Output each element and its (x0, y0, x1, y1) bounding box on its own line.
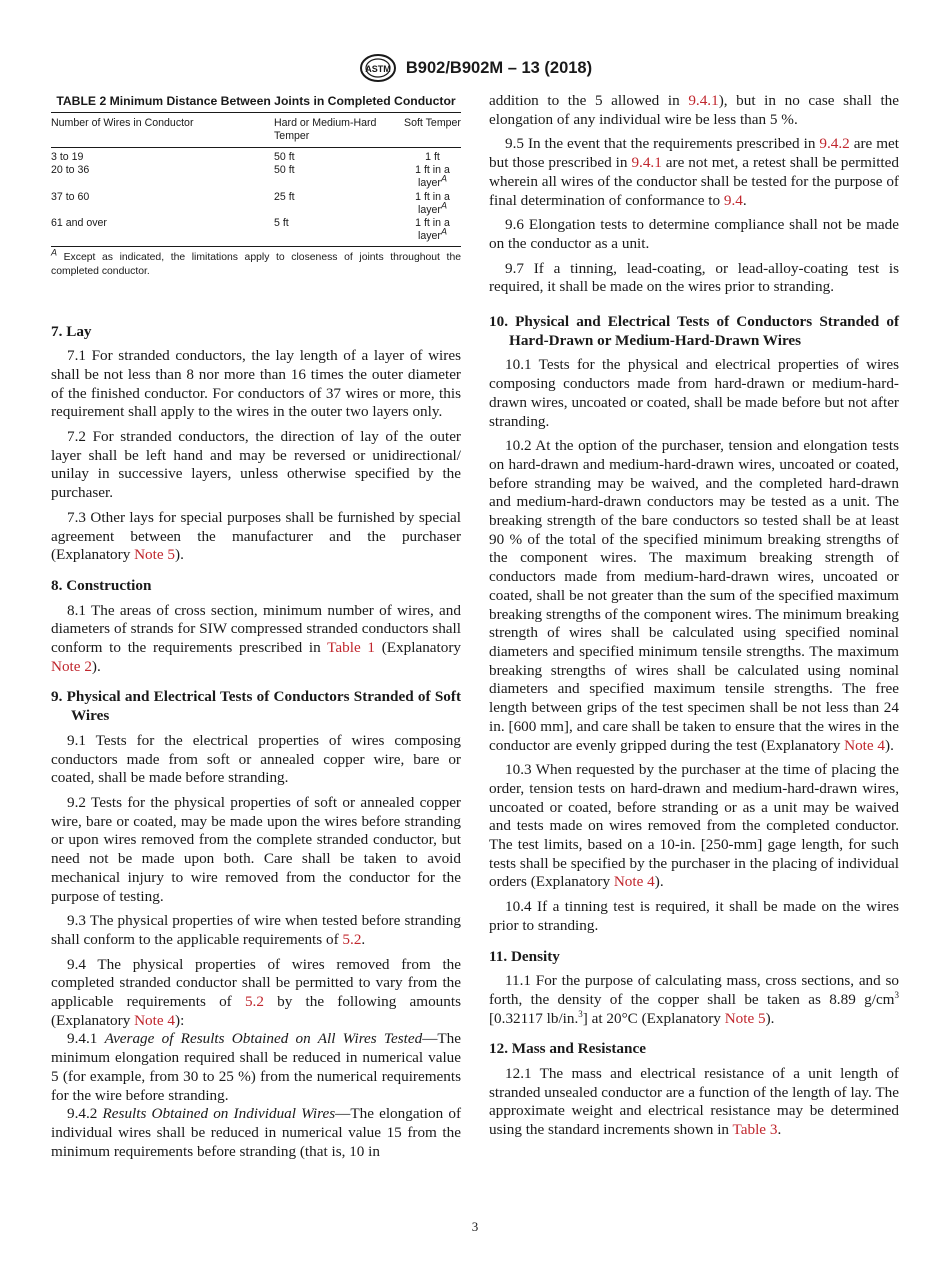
table-cell: 1 ft in a layer$^A$ (415, 164, 450, 190)
table-cell: 1 ft (425, 150, 440, 163)
note-4-link[interactable]: Note 4 (134, 1011, 176, 1029)
section-9-4-1-link[interactable]: 9.4.1 (688, 92, 719, 109)
footnote-ref: A (440, 173, 447, 184)
paragraph-7-1: 7.1 For stranded conductors, the lay length of a layer of wires shall be not less than 8 nor more than 16 times the outer diameter of the finished conductor. For conductors of 37 wires or more, this requirement shall apply to the wires in the outer two layers only. (51, 347, 461, 421)
note-5-link[interactable]: Note 5 (134, 546, 176, 564)
section-8-heading: 8. Construction (51, 576, 152, 594)
paragraph-9-3: 9.3 The physical properties of wire when tested before stranding shall conform to the applicable requirements of 5.2. (51, 912, 461, 948)
astm-logo-text: ASTM (365, 64, 391, 74)
section-9-4-2-link[interactable]: 9.4.2 (819, 135, 850, 153)
astm-logo (358, 53, 398, 83)
table-footnote: $^A$ Except as indicated, the limitations apply to closeness of joints throughout the completed conductor. (51, 247, 461, 277)
table-2-title: TABLE 2 Minimum Distance Between Joints in Completed Conductor (56, 94, 456, 108)
table-cell: 25 ft (274, 190, 295, 203)
table-cell: 61 and over (51, 217, 274, 247)
table-cell: 37 to 60 (51, 190, 90, 203)
table-cell: 50 ft (274, 150, 295, 163)
paragraph-9-2: 9.2 Tests for the physical properties of soft or annealed copper wire, bare or coated, may be made upon the wires before stranding or upon wires removed from the complete stranded conductor, but need not be made upon both. Care shall be taken to avoid mechanical injury to wire removed from the conductor for the purpose of testing. (51, 793, 461, 905)
document-designation: B902/B902M – 13 (2018) (405, 58, 593, 77)
table-row (51, 217, 461, 247)
paragraph-9-4-2-continued: addition to the 5 allowed in 9.4.1), but in no case shall the elongation of any individual wire be less than 5 %. (489, 92, 899, 128)
paragraph-10-4: 10.4 If a tinning test is required, it shall be made on the wires prior to stranding. (489, 898, 899, 934)
paragraph-12-1: 12.1 The mass and electrical resistance of a unit length of stranded unsealed conductor are a function of the length of lay. The approximate weight and electrical resistance may be determined using the standard increments shown in Table 3. (489, 1065, 899, 1139)
table-cell: 1 ft in a layer$^A$ (415, 190, 450, 216)
right-column (489, 92, 899, 1146)
table-row (51, 147, 461, 164)
page-number: 3 (471, 1219, 479, 1234)
note-2-link[interactable]: Note 2 (51, 657, 92, 675)
paragraph-9-1: 9.1 Tests for the electrical properties of wires composing conductors made from soft or annealed copper wire, bare or coated, shall be made before stranding. (51, 731, 461, 787)
section-11-heading: 11. Density (489, 947, 560, 965)
table-header-wires: Number of Wires in Conductor (51, 112, 274, 147)
section-5-2-link[interactable]: 5.2 (244, 993, 264, 1011)
table-cell: 50 ft (274, 164, 295, 177)
section-10-heading: 10. Physical and Electrical Tests of Conductors Stranded of Hard-Drawn or Medium-Hard-Drawn Wires (489, 313, 899, 349)
paragraph-11-1: 11.1 For the purpose of calculating mass, cross sections, and so forth, the density of the copper shall be taken as 8.89 $g/cm^3$ [0.32117 lb/in.$^3$] at 20°C (Explanatory Note 5). (489, 972, 899, 1027)
section-9-4-1-link[interactable]: 9.4.1 (631, 154, 662, 172)
paragraph-9-7: 9.7 If a tinning, lead-coating, or lead-alloy-coating test is required, it shall be made on the wires prior to stranding. (489, 259, 899, 296)
paragraph-9-4-2: 9.4.2 Results Obtained on Individual Wires—The elongation of individual wires shall be reduced in numerical value 15 from the minimum requirements before stranding (that is, 10 in (51, 1105, 462, 1160)
paragraph-9-5: 9.5 In the event that the requirements prescribed in 9.4.2 are met but those prescribed in 9.4.1 are not met, a retest shall be permitted wherein all wires of the conductor shall be tested for the purpose of final determination of conformance to 9.4. (489, 135, 899, 209)
note-5-link[interactable]: Note 5 (724, 1009, 766, 1027)
section-9-heading: 9. Physical and Electrical Tests of Conductors Stranded of Soft Wires (51, 688, 461, 725)
paragraph-10-1: 10.1 Tests for the physical and electrical properties of wires composing conductors made from hard-drawn or medium-hard-drawn wires, uncoated or coated, shall be made before but not after stranding. (489, 356, 899, 430)
table-row (51, 191, 461, 217)
paragraph-10-3: 10.3 When requested by the purchaser at the time of placing the order, tension tests on hard-drawn and medium-hard-drawn wires, uncoated or coated, before stranding or as a unit may be waived and tests made on wires removed from the completed conductor. The test limits, based on a 10-in. [250-mm] gage length, for such tests shall be specified by the purchaser in the placing of individual orders (Explanatory Note 4). (489, 761, 899, 891)
paragraph-10-2: 10.2 At the option of the purchaser, tension and elongation tests on hard-drawn and medium-hard-drawn wires, uncoated or coated, before stranding may be waived, and the completed hard-drawn and medium-hard-drawn conductors may be tested as a unit. The breaking strength of the bare conductors so tested shall be at least 90 % of the total of the specified minimum breaking strengths of the component wires. The maximum breaking strength of conductors made from medium-hard-drawn wires, uncoated or coated, shall be not greater than the sum of the specified maximum breaking strengths of the component wires. The minimum breaking strength of wires shall be calculated using specified nominal diameters and specified minimum tensile strengths. The maximum breaking strengths of wires shall be calculated using nominal diameters and specified maximum tensile strengths. The free length between grips of the test specimen shall be not less than 24 in. [600 mm], and care shall be taken to ensure that the wires in the conductor are evenly gripped during the test (Explanatory Note 4). (489, 437, 899, 754)
footnote-ref: A (440, 200, 447, 211)
section-9-4-link[interactable]: 9.4 (723, 191, 743, 209)
section-5-2-link[interactable]: 5.2 (342, 930, 362, 948)
table-2 (51, 112, 461, 248)
paragraph-9-6: 9.6 Elongation tests to determine compliance shall not be made on the conductor as a unit. (489, 216, 899, 252)
left-column (51, 92, 461, 1167)
page-header (0, 53, 950, 88)
table-cell: 5 ft (274, 217, 404, 247)
paragraph-9-4: 9.4 The physical properties of wires removed from the completed stranded conductor shall be permitted to vary from the applicable requirements of 5.2 by the following amounts (Explanatory Note 4): (51, 955, 461, 1029)
paragraph-8-1: 8.1 The areas of cross section, minimum number of wires, and diameters of strands for SIW compressed stranded conductors shall conform to the requirements prescribed in Table 1 (Explanatory Note 2). (51, 601, 461, 675)
section-12-heading: 12. Mass and Resistance (489, 1040, 646, 1058)
table-cell: 1 ft in a layer$^A$ (404, 217, 461, 247)
note-4-link[interactable]: Note 4 (613, 873, 655, 891)
section-7-heading: 7. Lay (51, 322, 92, 340)
paragraph-9-4-1: 9.4.1 Average of Results Obtained on All Wires Tested—The minimum elongation required shall be reduced in numerical value 5 (for example, from 30 to 25 %) from the numerical requirements for the wire before stranding. (51, 1030, 462, 1104)
table-3-link[interactable]: Table 3 (732, 1121, 778, 1139)
paragraph-7-2: 7.2 For stranded conductors, the direction of lay of the outer layer shall be left hand and may be reversed or unidirectional/ unilay in successive layers, unless otherwise specified by the purchaser. (51, 428, 461, 502)
paragraph-7-3: 7.3 Other lays for special purposes shall be furnished by special agreement between the manufacturer and the purchaser (Explanatory Note 5). (51, 508, 461, 564)
table-1-link[interactable]: Table 1 (327, 639, 375, 657)
table-cell: 3 to 19 (51, 150, 84, 163)
table-cell: 20 to 36 (51, 164, 90, 177)
footnote-ref: A (440, 226, 447, 237)
note-4-link[interactable]: Note 4 (844, 736, 886, 754)
table-row (51, 164, 461, 190)
table-header-soft: Soft Temper (404, 112, 461, 147)
table-header-hard: Hard or Medium-Hard Temper (274, 112, 404, 147)
